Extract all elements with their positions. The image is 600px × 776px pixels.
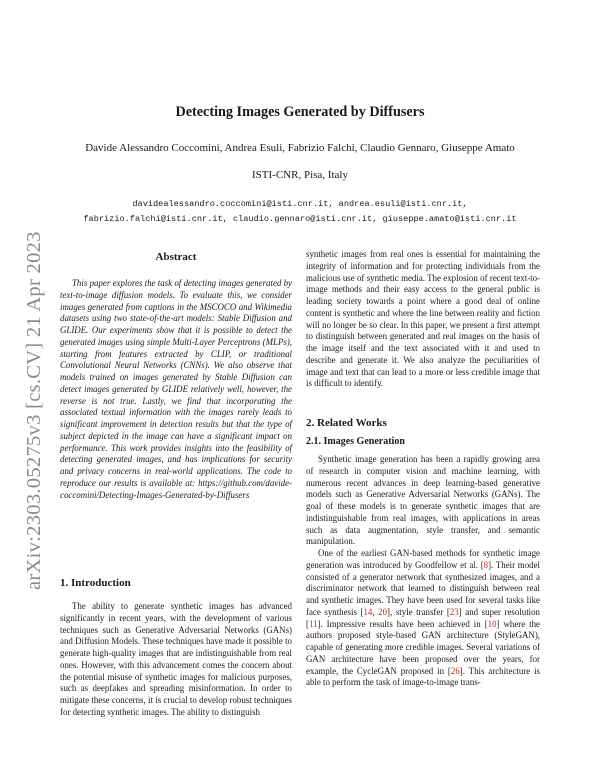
introduction-body (60, 601, 292, 719)
arxiv-identifier: arXiv:2303.05275v3 [cs.CV] 21 Apr 2023 (23, 231, 45, 590)
citation-link[interactable]: 26 (450, 665, 460, 676)
citation-link[interactable]: 14 (363, 606, 373, 617)
email-line: davidealessandro.coccomini@isti.cnr.it, andrea.esuli@isti.cnr.it, (132, 199, 468, 209)
introduction-text: The ability to generate synthetic images has advanced significantly in recent years, with the development of various techniques such as Generative Adversarial Networks (GANs) and Diffusion Models. These techniques have made it possible to generate high-quality images that are indistinguishable from real ones. However, with this advancement comes the concern about the potential misuse of synthetic images for malicious purposes, such as deepfakes and spreading misinformation. In order to mitigate these concerns, it is crucial to develop robust techniques for detecting synthetic images. The ability to distinguish (60, 601, 292, 717)
abstract-text: This paper explores the task of detecting images generated by text-to-image diffusion models. To evaluate this, we consider images generated from captions in the MSCOCO and Wikimedia datasets using two state-of-the-art models: Stable Diffusion and GLIDE. Our experiments show that it is possible to detect the generated images using simple Multi-Layer Perceptrons (MLPs), starting from features extracted by CLIP, or traditional Convolutional Neural Networks (CNNs). We also observe that models trained on images generated by Stable Diffusion can detect images generated by GLIDE relatively well, however, the reverse is not true. Lastly, we find that incorporating the associated textual information with the images rarely leads to significant improvement in detection results but that the type of subject depicted in the image can have a significant impact on performance. This work provides insights into the feasibility of detecting generated images, and has implications for security and privacy concerns in real-world applications. The code to reproduce our results is available at: https://github.com/davide-coccomini/Detecting-Images-Generated-by-Diffusers (60, 278, 292, 500)
author-list: Davide Alessandro Coccomini, Andrea Esuli, Fabrizio Falchi, Claudio Gennaro, Giuseppe Amato (85, 142, 515, 154)
abstract-heading: Abstract (155, 251, 197, 263)
affiliation: ISTI-CNR, Pisa, Italy (252, 169, 348, 181)
abstract-body (60, 278, 292, 501)
right-column-continuation (306, 249, 540, 390)
citation-link[interactable]: 20 (378, 606, 388, 617)
images-generation-heading: 2.1. Images Generation (306, 436, 405, 447)
related-works-body (306, 454, 540, 689)
introduction-heading: 1. Introduction (60, 577, 131, 589)
email-line: fabrizio.falchi@isti.cnr.it, claudio.gennaro@isti.cnr.it, giuseppe.amato@isti.cnr.it (83, 214, 517, 224)
introduction-continued-text: synthetic images from real ones is essential for maintaining the integrity of information and for protecting individuals from the malicious use of synthetic media. The explosion of recent text-to-image methods and their easy access to the general public is leading society towards a point where a good deal of online content is synthetic and where the line between reality and fiction will no longer be so clear. In this paper, we present a first attempt to distinguish between generated and real images on the basis of the image itself and the text associated with it and used to describe and generate it. We also analyze the peculiarities of image and text that can lead to a more or less credible image that is difficult to identify. (306, 249, 540, 389)
citation-link[interactable]: 10 (487, 618, 497, 629)
related-works-heading: 2. Related Works (306, 417, 387, 429)
citation-link[interactable]: 11 (308, 618, 318, 629)
related-works-paragraph-1: Synthetic image generation has been a rapidly growing area of research in computer vision and machine learning, with numerous recent advances in deep learning-based generative models such as Generative Adversarial Networks (GANs). The goal of these models is to generate synthetic images that are indistinguishable from real images, with applications in areas such as data augmentation, style transfer, and semantic manipulation. (306, 454, 540, 547)
related-works-paragraph-2: One of the earliest GAN-based methods for synthetic image generation was introduced by Goodfellow et al. [8]. Their model consisted of a generator network that synthesized images, and a discriminator network that learned to distinguish between real and synthetic images. They have been used for several tasks like face synthesis [14, 20], style transfer [23] and super resolution [11]. Impressive results have been achieved in [10] where the authors proposed style-based GAN architecture (StyleGAN), capable of generating more credible images. Several variations of GAN architecture have been proposed over the years, for example, the CycleGAN proposed in [26]. This architecture is able to perform the task of image-to-image trans- (306, 548, 540, 688)
email-block (60, 197, 540, 227)
paper-title: Detecting Images Generated by Diffusers (175, 104, 425, 120)
citation-link[interactable]: 8 (483, 559, 489, 570)
citation-link[interactable]: 23 (449, 606, 459, 617)
arxiv-sidebar (10, 190, 45, 590)
